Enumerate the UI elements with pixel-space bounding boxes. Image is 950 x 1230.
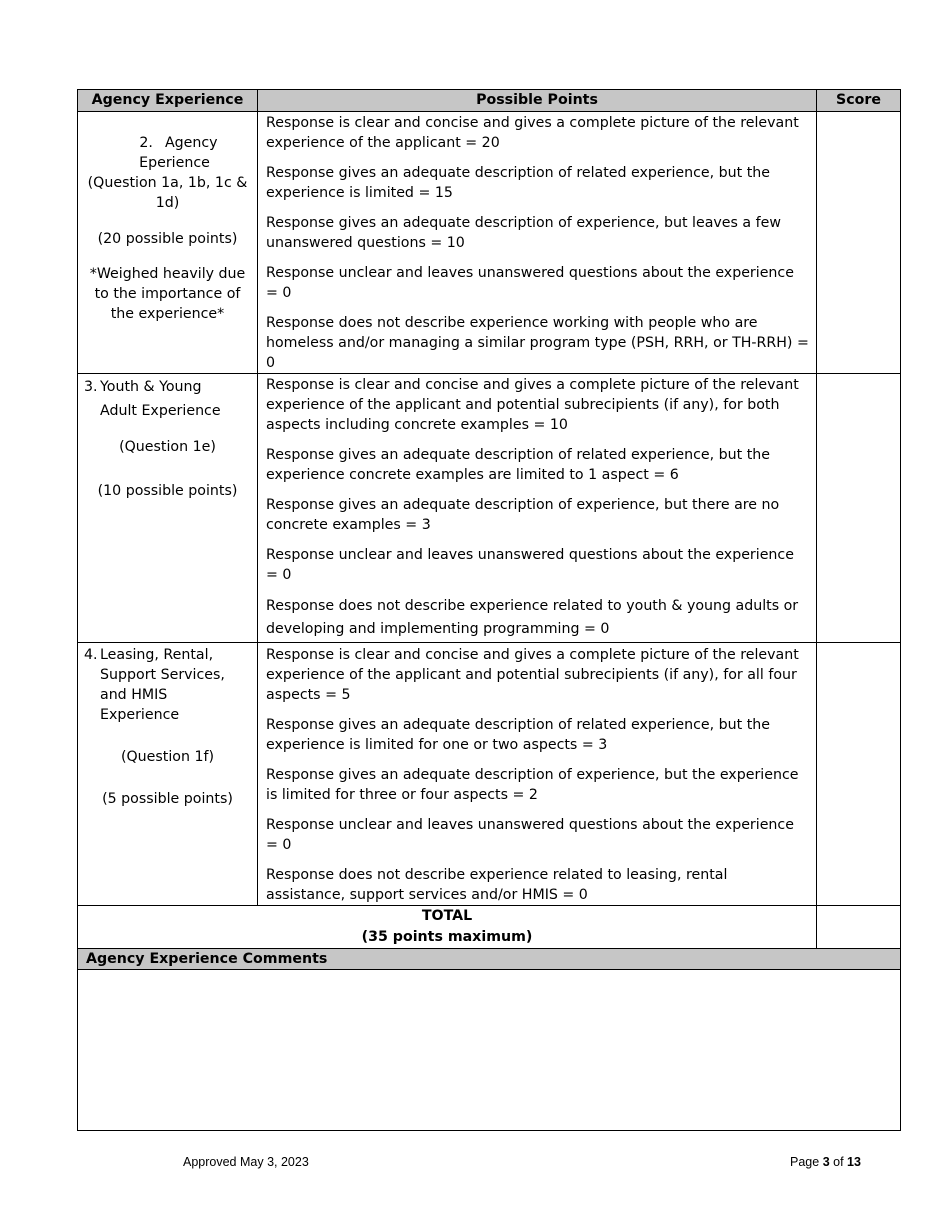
score-cell[interactable] (817, 112, 901, 374)
possible-points-cell (258, 374, 817, 643)
agency-experience-scoring-table (77, 89, 901, 1131)
criterion-title (78, 375, 257, 423)
criterion-level: Response gives an adequate description of experience, but leaves a few unanswered questions = 10 (266, 215, 781, 251)
page-total: 13 (847, 1155, 861, 1169)
criterion-title-line: Agency (164, 135, 218, 151)
total-cell (78, 906, 817, 949)
table-row (78, 374, 901, 643)
criterion-level: Response gives an adequate description of related experience, but the experience is limited = 15 (266, 165, 771, 201)
possible-points-cell (258, 112, 817, 374)
criterion-title-text: Leasing, Rental, Support Services, and HMIS Experience (100, 647, 225, 723)
criterion-level: Response is clear and concise and gives a complete picture of the relevant experience of the applicant and potential subrecipients (if any), for both aspects including concrete examples = 10 (266, 377, 799, 433)
table-row (78, 643, 901, 906)
criterion-title (78, 645, 257, 725)
criterion-title-text: Youth & Young Adult Experience (100, 379, 221, 419)
criterion-level: Response unclear and leaves unanswered questions about the experience = 0 (266, 547, 794, 583)
page-current: 3 (822, 1155, 830, 1169)
score-cell[interactable] (817, 374, 901, 643)
criterion-level: Response gives an adequate description of related experience, but the experience concrete examples are limited to 1 aspect = 6 (266, 447, 771, 483)
criterion-level: Response gives an adequate description of experience, but the experience is limited for three or four aspects = 2 (266, 767, 799, 803)
possible-points-cell (258, 643, 817, 906)
criterion-label-cell (78, 374, 258, 643)
criterion-level: Response is clear and concise and gives a complete picture of the relevant experience of the applicant = 20 (266, 115, 799, 151)
criterion-level: Response does not describe experience related to leasing, rental assistance, support services and/or HMIS = 0 (266, 867, 728, 903)
table-row (78, 112, 901, 374)
criterion-possible-points: (10 possible points) (97, 483, 238, 499)
total-score-cell[interactable] (817, 906, 901, 949)
comments-header-row (78, 949, 901, 970)
criterion-number: 2. (139, 135, 153, 151)
page-of: of (833, 1155, 844, 1169)
criterion-level: Response unclear and leaves unanswered questions about the experience = 0 (266, 265, 794, 301)
scoring-table-container (77, 89, 900, 1131)
criterion-label-cell (78, 112, 258, 374)
criterion-level: Response is clear and concise and gives a complete picture of the relevant experience of the applicant and potential subrecipients (if any), for all four aspects = 5 (266, 647, 799, 703)
criterion-number: 3. (84, 379, 98, 395)
comments-body-row (78, 970, 901, 1131)
criterion-question: (Question 1e) (119, 439, 216, 455)
page-number (790, 1155, 861, 1169)
criterion-question: (Question 1a, 1b, 1c & 1d) (87, 175, 248, 211)
criterion-level: Response does not describe experience working with people who are homeless and/or managing a similar program type (PSH, RRH, or TH-RRH) = 0 (266, 315, 809, 371)
comments-field[interactable] (78, 970, 901, 1131)
criterion-level: Response does not describe experience related to youth & young adults or developing and implementing programming = 0 (266, 598, 799, 637)
criterion-title-line: Eperience (139, 155, 210, 171)
table-header-row (78, 90, 901, 112)
criterion-number: 4. (84, 647, 98, 663)
page-word: Page (790, 1155, 820, 1169)
criterion-possible-points: (20 possible points) (97, 231, 238, 247)
criterion-possible-points: (5 possible points) (102, 791, 233, 807)
total-label: TOTAL (421, 908, 473, 924)
header-score: Score (817, 90, 901, 112)
approval-date: Approved May 3, 2023 (183, 1155, 309, 1169)
criterion-title (78, 133, 257, 153)
criterion-level: Response gives an adequate description of experience, but there are no concrete examples = 3 (266, 497, 780, 533)
criterion-note: *Weighed heavily due to the importance of the experience* (89, 266, 246, 322)
criterion-question: (Question 1f) (120, 749, 215, 765)
score-cell[interactable] (817, 643, 901, 906)
header-agency-experience: Agency Experience (78, 90, 258, 112)
criterion-level: Response gives an adequate description of related experience, but the experience is limited for one or two aspects = 3 (266, 717, 771, 753)
criterion-level: Response unclear and leaves unanswered questions about the experience = 0 (266, 817, 794, 853)
header-possible-points: Possible Points (258, 90, 817, 112)
comments-heading: Agency Experience Comments (78, 949, 901, 970)
total-row (78, 906, 901, 949)
total-maximum: (35 points maximum) (361, 929, 533, 945)
criterion-label-cell (78, 643, 258, 906)
